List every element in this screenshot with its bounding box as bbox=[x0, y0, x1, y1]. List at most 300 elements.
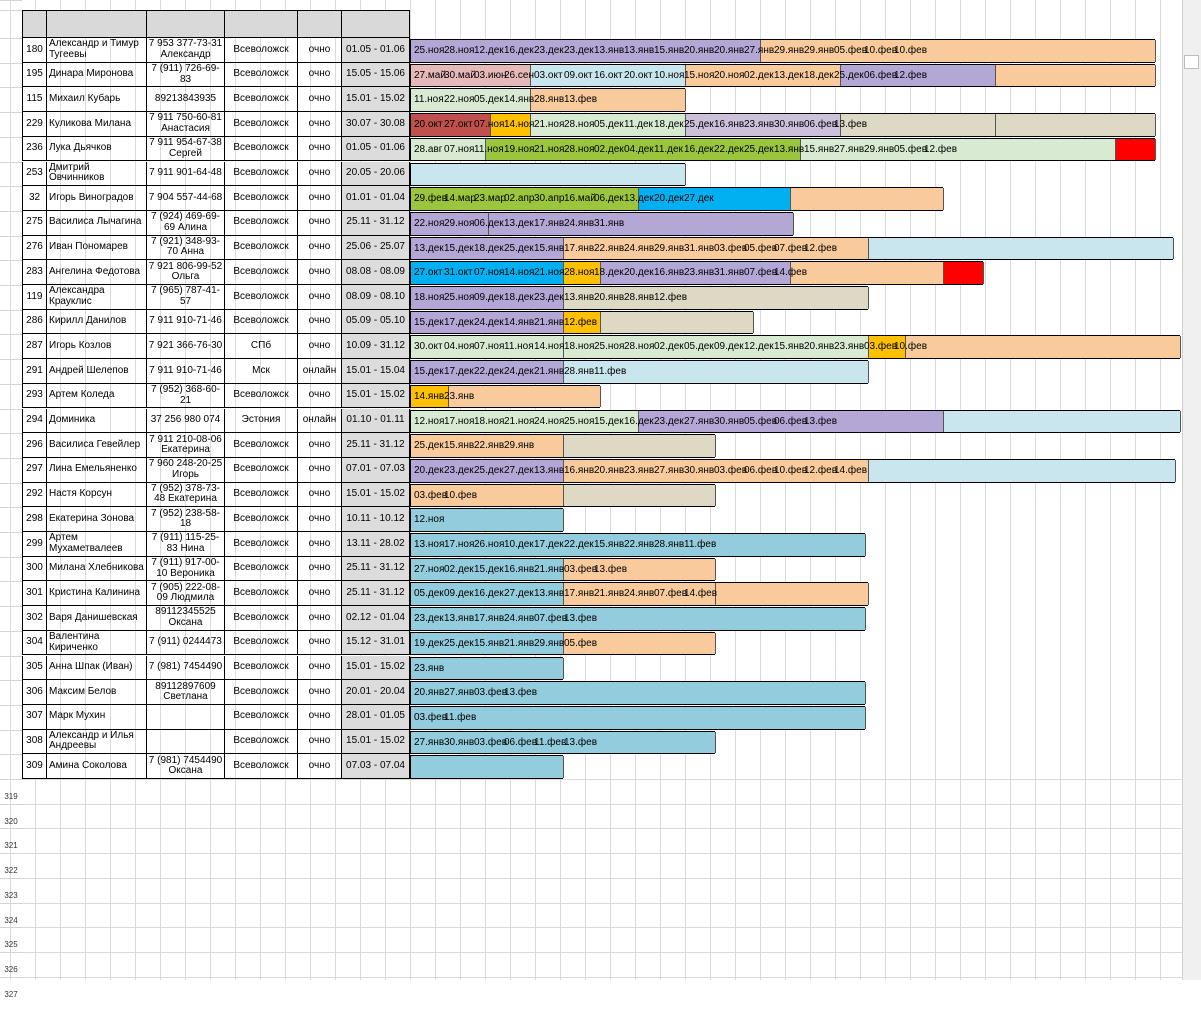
cell-dates[interactable]: 20.05 - 20.06 bbox=[342, 162, 410, 187]
lesson-date: 13.фев bbox=[564, 94, 598, 106]
cell-city[interactable]: Всеволожск bbox=[225, 483, 298, 508]
cell-phone[interactable]: 7 911 954-67-38 Сергей bbox=[147, 137, 225, 162]
cell-phone[interactable]: 7 (952) 238-58-18 bbox=[147, 507, 225, 532]
schedule-bar[interactable] bbox=[410, 508, 563, 532]
cell-phone[interactable]: 7 (981) 7454490 Оксана bbox=[147, 754, 225, 779]
schedule-bar[interactable] bbox=[410, 237, 1173, 261]
cell-dates[interactable]: 08.09 - 08.10 bbox=[342, 285, 410, 310]
lesson-date: 17.янв bbox=[564, 242, 595, 254]
lesson-date: 12.ноя bbox=[414, 514, 445, 526]
cell-format[interactable]: очно bbox=[298, 507, 342, 532]
cell-num[interactable]: 115 bbox=[22, 87, 47, 112]
cell-format[interactable]: очно bbox=[298, 211, 342, 236]
cell-num[interactable]: 180 bbox=[22, 38, 47, 63]
cell-phone[interactable] bbox=[147, 730, 225, 755]
cell-num[interactable]: 291 bbox=[22, 359, 47, 384]
cell-format[interactable]: очно bbox=[298, 38, 342, 63]
cell-city[interactable]: Всеволожск bbox=[225, 162, 298, 187]
lesson-date: 27.янв bbox=[654, 464, 685, 476]
cell-num[interactable]: 119 bbox=[22, 285, 47, 310]
cell-dates[interactable]: 01.10 - 01.11 bbox=[342, 409, 410, 434]
schedule-bar[interactable] bbox=[410, 335, 1180, 359]
cell-format[interactable]: очно bbox=[298, 63, 342, 88]
cell-format[interactable]: очно bbox=[298, 87, 342, 112]
cell-dates[interactable]: 15.05 - 15.06 bbox=[342, 63, 410, 88]
schedule-bar[interactable] bbox=[410, 88, 685, 112]
cell-dates[interactable]: 15.01 - 15.04 bbox=[342, 359, 410, 384]
cell-name[interactable]: Александр и Илья Андреевы bbox=[47, 730, 147, 755]
cell-num[interactable]: 293 bbox=[22, 384, 47, 409]
lesson-date: 30.окт bbox=[414, 341, 443, 353]
cell-format[interactable]: очно bbox=[298, 532, 342, 557]
lesson-date: 15.дек bbox=[414, 366, 444, 378]
cell-num[interactable]: 276 bbox=[22, 236, 47, 261]
cell-format[interactable]: очно bbox=[298, 433, 342, 458]
lesson-date: 16.дек bbox=[504, 45, 534, 56]
cell-num[interactable]: 306 bbox=[22, 680, 47, 705]
schedule-segment bbox=[906, 336, 1181, 358]
lesson-date: 20.дек bbox=[654, 193, 684, 205]
cell-name[interactable]: Ангелина Федотова bbox=[47, 260, 147, 285]
schedule-bar[interactable] bbox=[410, 212, 793, 236]
cell-format[interactable]: очно bbox=[298, 334, 342, 359]
lesson-date: 25.ноя bbox=[594, 341, 625, 353]
cell-dates[interactable]: 15.12 - 31.01 bbox=[342, 631, 410, 656]
cell-num[interactable]: 304 bbox=[22, 631, 47, 656]
lesson-date: 23.янв bbox=[414, 662, 445, 674]
cell-num[interactable]: 300 bbox=[22, 557, 47, 582]
cell-format[interactable]: очно bbox=[298, 557, 342, 582]
cell-dates[interactable]: 25.06 - 25.07 bbox=[342, 236, 410, 261]
cell-name[interactable]: Василиса Лычагина bbox=[47, 211, 147, 236]
schedule-bar[interactable] bbox=[410, 681, 865, 705]
lesson-date: 13.ноя bbox=[414, 539, 445, 550]
lesson-date: 06.фев bbox=[804, 119, 838, 131]
lesson-date: 30.янв bbox=[714, 415, 745, 427]
cell-name[interactable]: Александр и Тимур Тугеевы bbox=[47, 38, 147, 63]
gridline bbox=[22, 828, 1182, 829]
cell-dates[interactable]: 28.01 - 01.05 bbox=[342, 705, 410, 730]
lesson-date: 11.ноя bbox=[414, 94, 444, 106]
lesson-date: 24.янв bbox=[624, 242, 655, 254]
cell-num[interactable]: 302 bbox=[22, 606, 47, 631]
cell-num[interactable]: 236 bbox=[22, 137, 47, 162]
schedule-bar[interactable] bbox=[410, 484, 715, 508]
cell-city[interactable]: Эстония bbox=[225, 409, 298, 434]
cell-dates[interactable]: 05.09 - 05.10 bbox=[342, 310, 410, 335]
cell-city[interactable]: Всеволожск bbox=[225, 680, 298, 705]
cell-name[interactable]: Кирилл Данилов bbox=[47, 310, 147, 335]
cell-dates[interactable]: 15.01 - 15.02 bbox=[342, 87, 410, 112]
lesson-date: 16.янв bbox=[504, 563, 535, 575]
lesson-date: 25.дек bbox=[504, 242, 534, 254]
cell-city[interactable]: Мск bbox=[225, 359, 298, 384]
cell-name[interactable]: Лина Емельяненко bbox=[47, 458, 147, 483]
lesson-date: 03.фев bbox=[414, 489, 448, 501]
cell-dates[interactable]: 02.12 - 01.04 bbox=[342, 606, 410, 631]
lesson-date: 16.янв bbox=[564, 464, 595, 476]
vertical-scrollbar[interactable] bbox=[1182, 0, 1201, 980]
lesson-date: 06.фев bbox=[774, 415, 808, 427]
cell-city[interactable]: Всеволожск bbox=[225, 112, 298, 137]
cell-phone[interactable]: 7 (924) 469-69-69 Алина bbox=[147, 211, 225, 236]
cell-format[interactable]: онлайн bbox=[298, 359, 342, 384]
lesson-date: 16.дек bbox=[684, 143, 714, 155]
lesson-date: 02.дек bbox=[654, 341, 684, 353]
lesson-date: 21.янв bbox=[504, 637, 535, 649]
lesson-date: 23.дек bbox=[414, 613, 444, 625]
schedule-bar[interactable] bbox=[410, 632, 715, 656]
cell-phone[interactable]: 7 921 366-76-30 bbox=[147, 334, 225, 359]
cell-name[interactable]: Александра Крауклис bbox=[47, 285, 147, 310]
row-header bbox=[0, 359, 22, 385]
lesson-date: 02.дек bbox=[594, 143, 624, 155]
lesson-date: 25.дек bbox=[684, 119, 714, 131]
cell-phone[interactable]: 7 (911) 917-00-10 Вероника bbox=[147, 557, 225, 582]
cell-dates[interactable]: 01.01 - 01.04 bbox=[342, 186, 410, 211]
header-number bbox=[22, 10, 47, 38]
cell-dates[interactable]: 25.11 - 31.12 bbox=[342, 433, 410, 458]
schedule-bar[interactable] bbox=[410, 360, 868, 384]
lesson-date: 18.дек bbox=[804, 69, 834, 81]
cell-dates[interactable]: 13.11 - 28.02 bbox=[342, 532, 410, 557]
cell-num[interactable]: 253 bbox=[22, 162, 47, 187]
lesson-date: 05.фев bbox=[834, 45, 868, 56]
cell-phone[interactable]: 89112345525 Оксана bbox=[147, 606, 225, 631]
cell-city[interactable]: Всеволожск bbox=[225, 507, 298, 532]
lesson-date: 13.янв bbox=[624, 45, 655, 56]
cell-num[interactable]: 308 bbox=[22, 730, 47, 755]
lesson-date: 31.окт bbox=[444, 267, 473, 279]
cell-phone[interactable]: 7 911 910-71-46 bbox=[147, 310, 225, 335]
cell-phone[interactable]: 7 960 248-20-25 Игорь bbox=[147, 458, 225, 483]
cell-phone[interactable]: 7 (911) 115-25-83 Нина bbox=[147, 532, 225, 557]
row-header bbox=[0, 236, 22, 262]
cell-format[interactable]: очно bbox=[298, 260, 342, 285]
lesson-date: 22.дек bbox=[474, 366, 504, 378]
cell-city[interactable]: Всеволожск bbox=[225, 63, 298, 88]
schedule-bar[interactable] bbox=[410, 261, 983, 285]
row-header bbox=[0, 384, 22, 410]
cell-num[interactable]: 299 bbox=[22, 532, 47, 557]
cell-dates[interactable]: 10.09 - 31.12 bbox=[342, 334, 410, 359]
cell-city[interactable]: Всеволожск bbox=[225, 384, 298, 409]
cell-format[interactable]: очно bbox=[298, 656, 342, 681]
lesson-date: 25.дек bbox=[414, 440, 444, 452]
cell-phone[interactable]: 7 (952) 368-60-21 bbox=[147, 384, 225, 409]
cell-name[interactable]: Динара Миронова bbox=[47, 63, 147, 88]
cell-city[interactable]: Всеволожск bbox=[225, 458, 298, 483]
schedule-bar[interactable] bbox=[410, 187, 943, 211]
lesson-date: 27.янв bbox=[414, 736, 445, 748]
cell-name[interactable]: Иван Пономарев bbox=[47, 236, 147, 261]
schedule-bar[interactable] bbox=[410, 657, 563, 681]
schedule-bar[interactable] bbox=[410, 286, 868, 310]
schedule-bar[interactable] bbox=[410, 385, 600, 409]
cell-city[interactable]: Всеволожск bbox=[225, 186, 298, 211]
cell-name[interactable]: Василиса Гевейлер bbox=[47, 433, 147, 458]
row-header bbox=[0, 310, 22, 336]
lesson-date: 11.ноя bbox=[504, 341, 534, 353]
cell-city[interactable]: Всеволожск bbox=[225, 236, 298, 261]
row-header: 327 bbox=[0, 977, 22, 1003]
cell-phone[interactable]: 7 (911) 0244473 bbox=[147, 631, 225, 656]
cell-name[interactable]: Милана Хлебникова bbox=[47, 557, 147, 582]
cell-num[interactable]: 301 bbox=[22, 581, 47, 606]
cell-phone[interactable]: 7 (921) 348-93-70 Анна bbox=[147, 236, 225, 261]
cell-city[interactable]: Всеволожск bbox=[225, 581, 298, 606]
schedule-bar[interactable] bbox=[410, 410, 1180, 434]
cell-phone[interactable]: 7 (905) 222-08-09 Людмила bbox=[147, 581, 225, 606]
cell-format[interactable]: очно bbox=[298, 458, 342, 483]
cell-num[interactable]: 309 bbox=[22, 754, 47, 779]
lesson-date: 29.янв bbox=[504, 440, 535, 452]
lesson-date: 09.дек bbox=[474, 292, 504, 303]
cell-format[interactable]: очно bbox=[298, 162, 342, 187]
cell-num[interactable]: 298 bbox=[22, 507, 47, 532]
row-header bbox=[0, 532, 22, 558]
schedule-bar[interactable] bbox=[410, 459, 1175, 483]
lesson-date: 28.ноя bbox=[624, 341, 655, 353]
schedule-segment bbox=[411, 164, 686, 186]
lesson-date: 05.дек bbox=[594, 119, 624, 131]
cell-format[interactable]: очно bbox=[298, 112, 342, 137]
lesson-date: 20.дек bbox=[624, 267, 654, 279]
cell-city[interactable]: Всеволожск bbox=[225, 532, 298, 557]
cell-name[interactable]: Максим Белов bbox=[47, 680, 147, 705]
cell-city[interactable]: Всеволожск bbox=[225, 87, 298, 112]
lesson-date: 12.ноя bbox=[414, 415, 445, 427]
cell-phone[interactable]: 37 256 980 074 bbox=[147, 409, 225, 434]
lesson-date: 20.ноя bbox=[714, 69, 745, 81]
gridline bbox=[22, 903, 1182, 904]
cell-phone[interactable]: 7 911 910-71-46 bbox=[147, 359, 225, 384]
cell-phone[interactable]: 7 (911) 726-69-83 bbox=[147, 63, 225, 88]
cell-city[interactable]: Всеволожск bbox=[225, 433, 298, 458]
cell-dates[interactable]: 01.05 - 01.06 bbox=[342, 137, 410, 162]
cell-dates[interactable]: 15.01 - 15.02 bbox=[342, 730, 410, 755]
lesson-date: 12.дек bbox=[744, 341, 774, 353]
schedule-bar[interactable] bbox=[410, 138, 1155, 162]
schedule-bar[interactable] bbox=[410, 113, 1155, 137]
cell-format[interactable]: очно bbox=[298, 483, 342, 508]
cell-format[interactable]: очно bbox=[298, 186, 342, 211]
cell-num[interactable]: 32 bbox=[22, 186, 47, 211]
schedule-bar[interactable] bbox=[410, 607, 865, 631]
lesson-date: 25.ноя bbox=[564, 415, 595, 427]
cell-format[interactable]: очно bbox=[298, 236, 342, 261]
cell-city[interactable]: Всеволожск bbox=[225, 211, 298, 236]
cell-phone[interactable]: 7 (952) 378-73-48 Екатерина bbox=[147, 483, 225, 508]
cell-name[interactable]: Варя Данишевская bbox=[47, 606, 147, 631]
cell-city[interactable]: СПб bbox=[225, 334, 298, 359]
schedule-bar[interactable] bbox=[410, 731, 715, 755]
cell-name[interactable]: Екатерина Зонова bbox=[47, 507, 147, 532]
cell-num[interactable]: 292 bbox=[22, 483, 47, 508]
cell-dates[interactable]: 07.01 - 07.03 bbox=[342, 458, 410, 483]
schedule-bar[interactable] bbox=[410, 434, 715, 458]
lesson-date: 17.ноя bbox=[444, 415, 475, 427]
lesson-date: 18.дек bbox=[594, 267, 624, 279]
cell-phone[interactable]: 7 904 557-44-68 bbox=[147, 186, 225, 211]
cell-dates[interactable]: 15.01 - 15.02 bbox=[342, 384, 410, 409]
cell-name[interactable]: Кристина Калинина bbox=[47, 581, 147, 606]
lesson-date: 15.янв bbox=[474, 637, 505, 649]
cell-name[interactable]: Амина Соколова bbox=[47, 754, 147, 779]
cell-num[interactable]: 286 bbox=[22, 310, 47, 335]
lesson-date: 17.дек bbox=[444, 316, 474, 328]
cell-phone[interactable]: 7 911 750-60-81 Анастасия bbox=[147, 112, 225, 137]
cell-city[interactable]: Всеволожск bbox=[225, 557, 298, 582]
schedule-bar[interactable] bbox=[410, 558, 715, 582]
cell-phone[interactable]: 7 (981) 7454490 bbox=[147, 656, 225, 681]
cell-name[interactable]: Лука Дьячков bbox=[47, 137, 147, 162]
cell-phone[interactable]: 7 921 806-99-52 Ольга bbox=[147, 260, 225, 285]
cell-num[interactable]: 283 bbox=[22, 260, 47, 285]
cell-name[interactable]: Настя Корсун bbox=[47, 483, 147, 508]
cell-format[interactable]: очно bbox=[298, 680, 342, 705]
cell-dates[interactable]: 30.07 - 30.08 bbox=[342, 112, 410, 137]
cell-dates[interactable]: 15.01 - 15.02 bbox=[342, 656, 410, 681]
lesson-date: 05.дек bbox=[414, 588, 444, 600]
lesson-date: 23.дек bbox=[534, 292, 564, 303]
cell-format[interactable]: очно bbox=[298, 285, 342, 310]
cell-num[interactable]: 275 bbox=[22, 211, 47, 236]
cell-num[interactable]: 294 bbox=[22, 409, 47, 434]
lesson-date: 31.янв bbox=[714, 267, 745, 279]
cell-dates[interactable]: 15.01 - 15.02 bbox=[342, 483, 410, 508]
cell-name[interactable]: Игорь Козлов bbox=[47, 334, 147, 359]
lesson-date: 21.ноя bbox=[534, 267, 565, 279]
schedule-bar[interactable] bbox=[410, 163, 685, 187]
cell-dates[interactable]: 10.11 - 10.12 bbox=[342, 507, 410, 532]
schedule-bar[interactable] bbox=[410, 533, 865, 557]
cell-format[interactable]: очно bbox=[298, 730, 342, 755]
cell-name[interactable]: Артем Коледа bbox=[47, 384, 147, 409]
cell-city[interactable]: Всеволожск bbox=[225, 705, 298, 730]
lesson-date: 15.дек bbox=[414, 316, 444, 328]
cell-name[interactable]: Доминика bbox=[47, 409, 147, 434]
schedule-bar[interactable] bbox=[410, 582, 868, 606]
schedule-bar[interactable] bbox=[410, 706, 865, 730]
cell-dates[interactable]: 08.08 - 08.09 bbox=[342, 260, 410, 285]
lesson-date: 22.ноя bbox=[414, 217, 445, 229]
lesson-date: 14.янв bbox=[414, 390, 445, 402]
cell-city[interactable]: Всеволожск bbox=[225, 260, 298, 285]
cell-num[interactable]: 195 bbox=[22, 63, 47, 88]
cell-num[interactable]: 307 bbox=[22, 705, 47, 730]
cell-phone[interactable]: 89213843935 bbox=[147, 87, 225, 112]
cell-phone[interactable]: 7 953 377-73-31 Александр bbox=[147, 38, 225, 63]
cell-name[interactable]: Куликова Милана bbox=[47, 112, 147, 137]
cell-num[interactable]: 296 bbox=[22, 433, 47, 458]
cell-name[interactable]: Валентина Кириченко bbox=[47, 631, 147, 656]
lesson-date: 29.янв bbox=[774, 45, 805, 56]
lesson-date: 23.дек bbox=[654, 415, 684, 427]
lesson-date: 11.дек bbox=[624, 119, 653, 131]
lesson-date: 28.ноя bbox=[444, 45, 475, 56]
lesson-date: 21.янв bbox=[594, 588, 625, 600]
schedule-bar[interactable] bbox=[410, 39, 1155, 63]
lesson-date: 17.дек bbox=[534, 539, 564, 550]
cell-phone[interactable]: 7 911 901-64-48 bbox=[147, 162, 225, 187]
cell-name[interactable]: Артем Мухаметвалеев bbox=[47, 532, 147, 557]
cell-dates[interactable]: 25.11 - 31.12 bbox=[342, 581, 410, 606]
cell-format[interactable]: очно bbox=[298, 606, 342, 631]
cell-name[interactable]: Андрей Шелепов bbox=[47, 359, 147, 384]
lesson-date: 18.дек bbox=[654, 119, 684, 131]
lesson-date: 13.дек bbox=[504, 217, 534, 229]
cell-name[interactable]: Анна Шпак (Иван) bbox=[47, 656, 147, 681]
cell-format[interactable]: очно bbox=[298, 754, 342, 779]
cell-dates[interactable]: 25.11 - 31.12 bbox=[342, 211, 410, 236]
lesson-date: 23.мар bbox=[474, 193, 506, 205]
lesson-date: 13.янв bbox=[564, 292, 595, 303]
cell-name[interactable]: Михаил Кубарь bbox=[47, 87, 147, 112]
lesson-date: 02.апр bbox=[504, 193, 535, 205]
row-header bbox=[0, 285, 22, 311]
lesson-date: 06.фев bbox=[504, 736, 538, 748]
schedule-bar[interactable] bbox=[410, 64, 1155, 88]
cell-city[interactable]: Всеволожск bbox=[225, 606, 298, 631]
cell-phone[interactable]: 7 (965) 787-41-57 bbox=[147, 285, 225, 310]
cell-format[interactable]: очно bbox=[298, 137, 342, 162]
row-header bbox=[0, 458, 22, 484]
cell-format[interactable]: очно bbox=[298, 384, 342, 409]
cell-num[interactable]: 305 bbox=[22, 656, 47, 681]
cell-dates[interactable]: 20.01 - 20.04 bbox=[342, 680, 410, 705]
schedule-bar[interactable] bbox=[410, 311, 753, 335]
cell-phone[interactable]: 89112897609 Светлана bbox=[147, 680, 225, 705]
cell-phone[interactable] bbox=[147, 705, 225, 730]
cell-num[interactable]: 287 bbox=[22, 334, 47, 359]
cell-city[interactable]: Всеволожск bbox=[225, 38, 298, 63]
cell-format[interactable]: очно bbox=[298, 705, 342, 730]
cell-city[interactable]: Всеволожск bbox=[225, 631, 298, 656]
row-header: 325 bbox=[0, 927, 22, 953]
row-header bbox=[0, 730, 22, 756]
cell-dates[interactable]: 01.05 - 01.06 bbox=[342, 38, 410, 63]
cell-format[interactable]: очно bbox=[298, 581, 342, 606]
cell-city[interactable]: Всеволожск bbox=[225, 754, 298, 779]
cell-city[interactable]: Всеволожск bbox=[225, 730, 298, 755]
schedule-bar[interactable] bbox=[410, 755, 563, 779]
cell-format[interactable]: очно bbox=[298, 631, 342, 656]
cell-format[interactable]: онлайн bbox=[298, 409, 342, 434]
cell-name[interactable]: Дмитрий Овчинников bbox=[47, 162, 147, 187]
scrollbar-thumb[interactable] bbox=[1184, 55, 1199, 69]
cell-num[interactable]: 229 bbox=[22, 112, 47, 137]
lesson-date: 11.дек bbox=[654, 143, 683, 155]
lesson-date: 21.ноя bbox=[534, 143, 565, 155]
cell-name[interactable]: Марк Мухин bbox=[47, 705, 147, 730]
cell-name[interactable]: Игорь Виноградов bbox=[47, 186, 147, 211]
cell-dates[interactable]: 07.03 - 07.04 bbox=[342, 754, 410, 779]
cell-phone[interactable]: 7 911 210-08-06 Екатерина bbox=[147, 433, 225, 458]
cell-city[interactable]: Всеволожск bbox=[225, 285, 298, 310]
lesson-date: 24.дек bbox=[474, 316, 504, 328]
lesson-date: 14.фев bbox=[684, 588, 718, 600]
lesson-date: 22.дек bbox=[714, 143, 744, 155]
cell-city[interactable]: Всеволожск bbox=[225, 656, 298, 681]
lesson-date: 10.фев bbox=[894, 341, 928, 353]
cell-num[interactable]: 297 bbox=[22, 458, 47, 483]
cell-city[interactable]: Всеволожск bbox=[225, 137, 298, 162]
cell-format[interactable]: очно bbox=[298, 310, 342, 335]
cell-city[interactable]: Всеволожск bbox=[225, 310, 298, 335]
lesson-date: 25.дек bbox=[744, 143, 774, 155]
cell-dates[interactable]: 25.11 - 31.12 bbox=[342, 557, 410, 582]
